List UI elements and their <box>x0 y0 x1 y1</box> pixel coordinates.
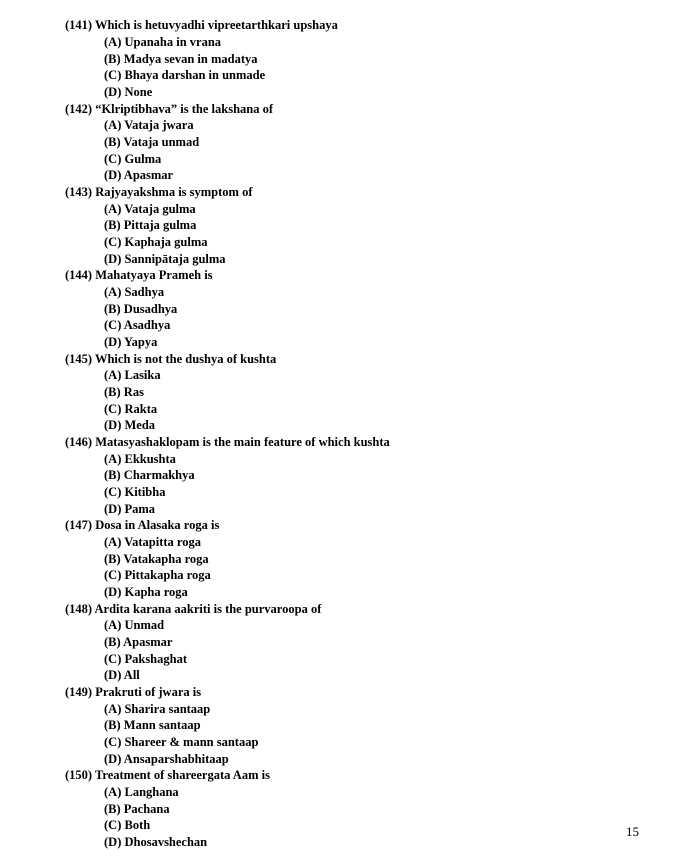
question-148-option-b: (B) Apasmar <box>104 635 173 649</box>
question-142-option-d: (D) Apasmar <box>104 168 174 182</box>
question-145: (145) Which is not the dushya of kushta <box>65 352 277 366</box>
question-143-option-b: (B) Pittaja gulma <box>104 218 197 232</box>
question-149-option-d: (D) Ansaparshabhitaap <box>104 752 229 766</box>
question-147-option-c: (C) Pittakapha roga <box>104 568 211 582</box>
question-142-option-a: (A) Vataja jwara <box>104 118 194 132</box>
question-143-option-c: (C) Kaphaja gulma <box>104 235 208 249</box>
question-144-option-a: (A) Sadhya <box>104 285 165 299</box>
question-146-option-a: (A) Ekkushta <box>104 452 176 466</box>
question-145-option-d: (D) Meda <box>104 418 156 432</box>
question-148-option-d: (D) All <box>104 668 140 682</box>
question-150: (150) Treatment of shareergata Aam is <box>65 768 270 782</box>
question-146-option-c: (C) Kitibha <box>104 485 166 499</box>
question-141-option-c: (C) Bhaya darshan in unmade <box>104 68 266 82</box>
question-150-option-a: (A) Langhana <box>104 785 179 799</box>
question-147-option-b: (B) Vatakapha roga <box>104 552 209 566</box>
question-142-option-c: (C) Gulma <box>104 152 162 166</box>
question-147-option-a: (A) Vatapitta roga <box>104 535 201 549</box>
question-143-option-d: (D) Sannipātaja gulma <box>104 252 226 266</box>
question-145-option-c: (C) Rakta <box>104 402 158 416</box>
question-144-option-d: (D) Yapya <box>104 335 158 349</box>
question-141-option-d: (D) None <box>104 85 153 99</box>
question-148: (148) Ardita karana aakriti is the purvaroopa of <box>65 602 322 616</box>
question-145-option-b: (B) Ras <box>104 385 144 399</box>
question-149-option-b: (B) Mann santaap <box>104 718 201 732</box>
question-143-option-a: (A) Vataja gulma <box>104 202 196 216</box>
question-150-option-d: (D) Dhosavshechan <box>104 835 208 849</box>
question-148-option-a: (A) Unmad <box>104 618 165 632</box>
question-141-option-a: (A) Upanaha in vrana <box>104 35 222 49</box>
question-147: (147) Dosa in Alasaka roga is <box>65 518 220 532</box>
question-142: (142) “Klriptibhava” is the lakshana of <box>65 102 274 116</box>
question-145-option-a: (A) Lasika <box>104 368 161 382</box>
page-number: 15 <box>626 824 639 839</box>
question-150-option-b: (B) Pachana <box>104 802 170 816</box>
question-143: (143) Rajyayakshma is symptom of <box>65 185 253 199</box>
question-146-option-d: (D) Pama <box>104 502 156 516</box>
question-147-option-d: (D) Kapha roga <box>104 585 188 599</box>
question-148-option-c: (C) Pakshaghat <box>104 652 187 666</box>
question-141-option-b: (B) Madya sevan in madatya <box>104 52 258 66</box>
question-149-option-c: (C) Shareer & mann santaap <box>104 735 259 749</box>
question-142-option-b: (B) Vataja unmad <box>104 135 200 149</box>
question-146: (146) Matasyashaklopam is the main feature of which kushta <box>65 435 390 449</box>
question-150-option-c: (C) Both <box>104 818 151 832</box>
question-141: (141) Which is hetuvyadhi vipreetarthkari upshaya <box>65 18 338 32</box>
question-149-option-a: (A) Sharira santaap <box>104 702 211 716</box>
question-144-option-c: (C) Asadhya <box>104 318 171 332</box>
question-146-option-b: (B) Charmakhya <box>104 468 195 482</box>
question-149: (149) Prakruti of jwara is <box>65 685 202 699</box>
question-144-option-b: (B) Dusadhya <box>104 302 178 316</box>
question-144: (144) Mahatyaya Prameh is <box>65 268 213 282</box>
